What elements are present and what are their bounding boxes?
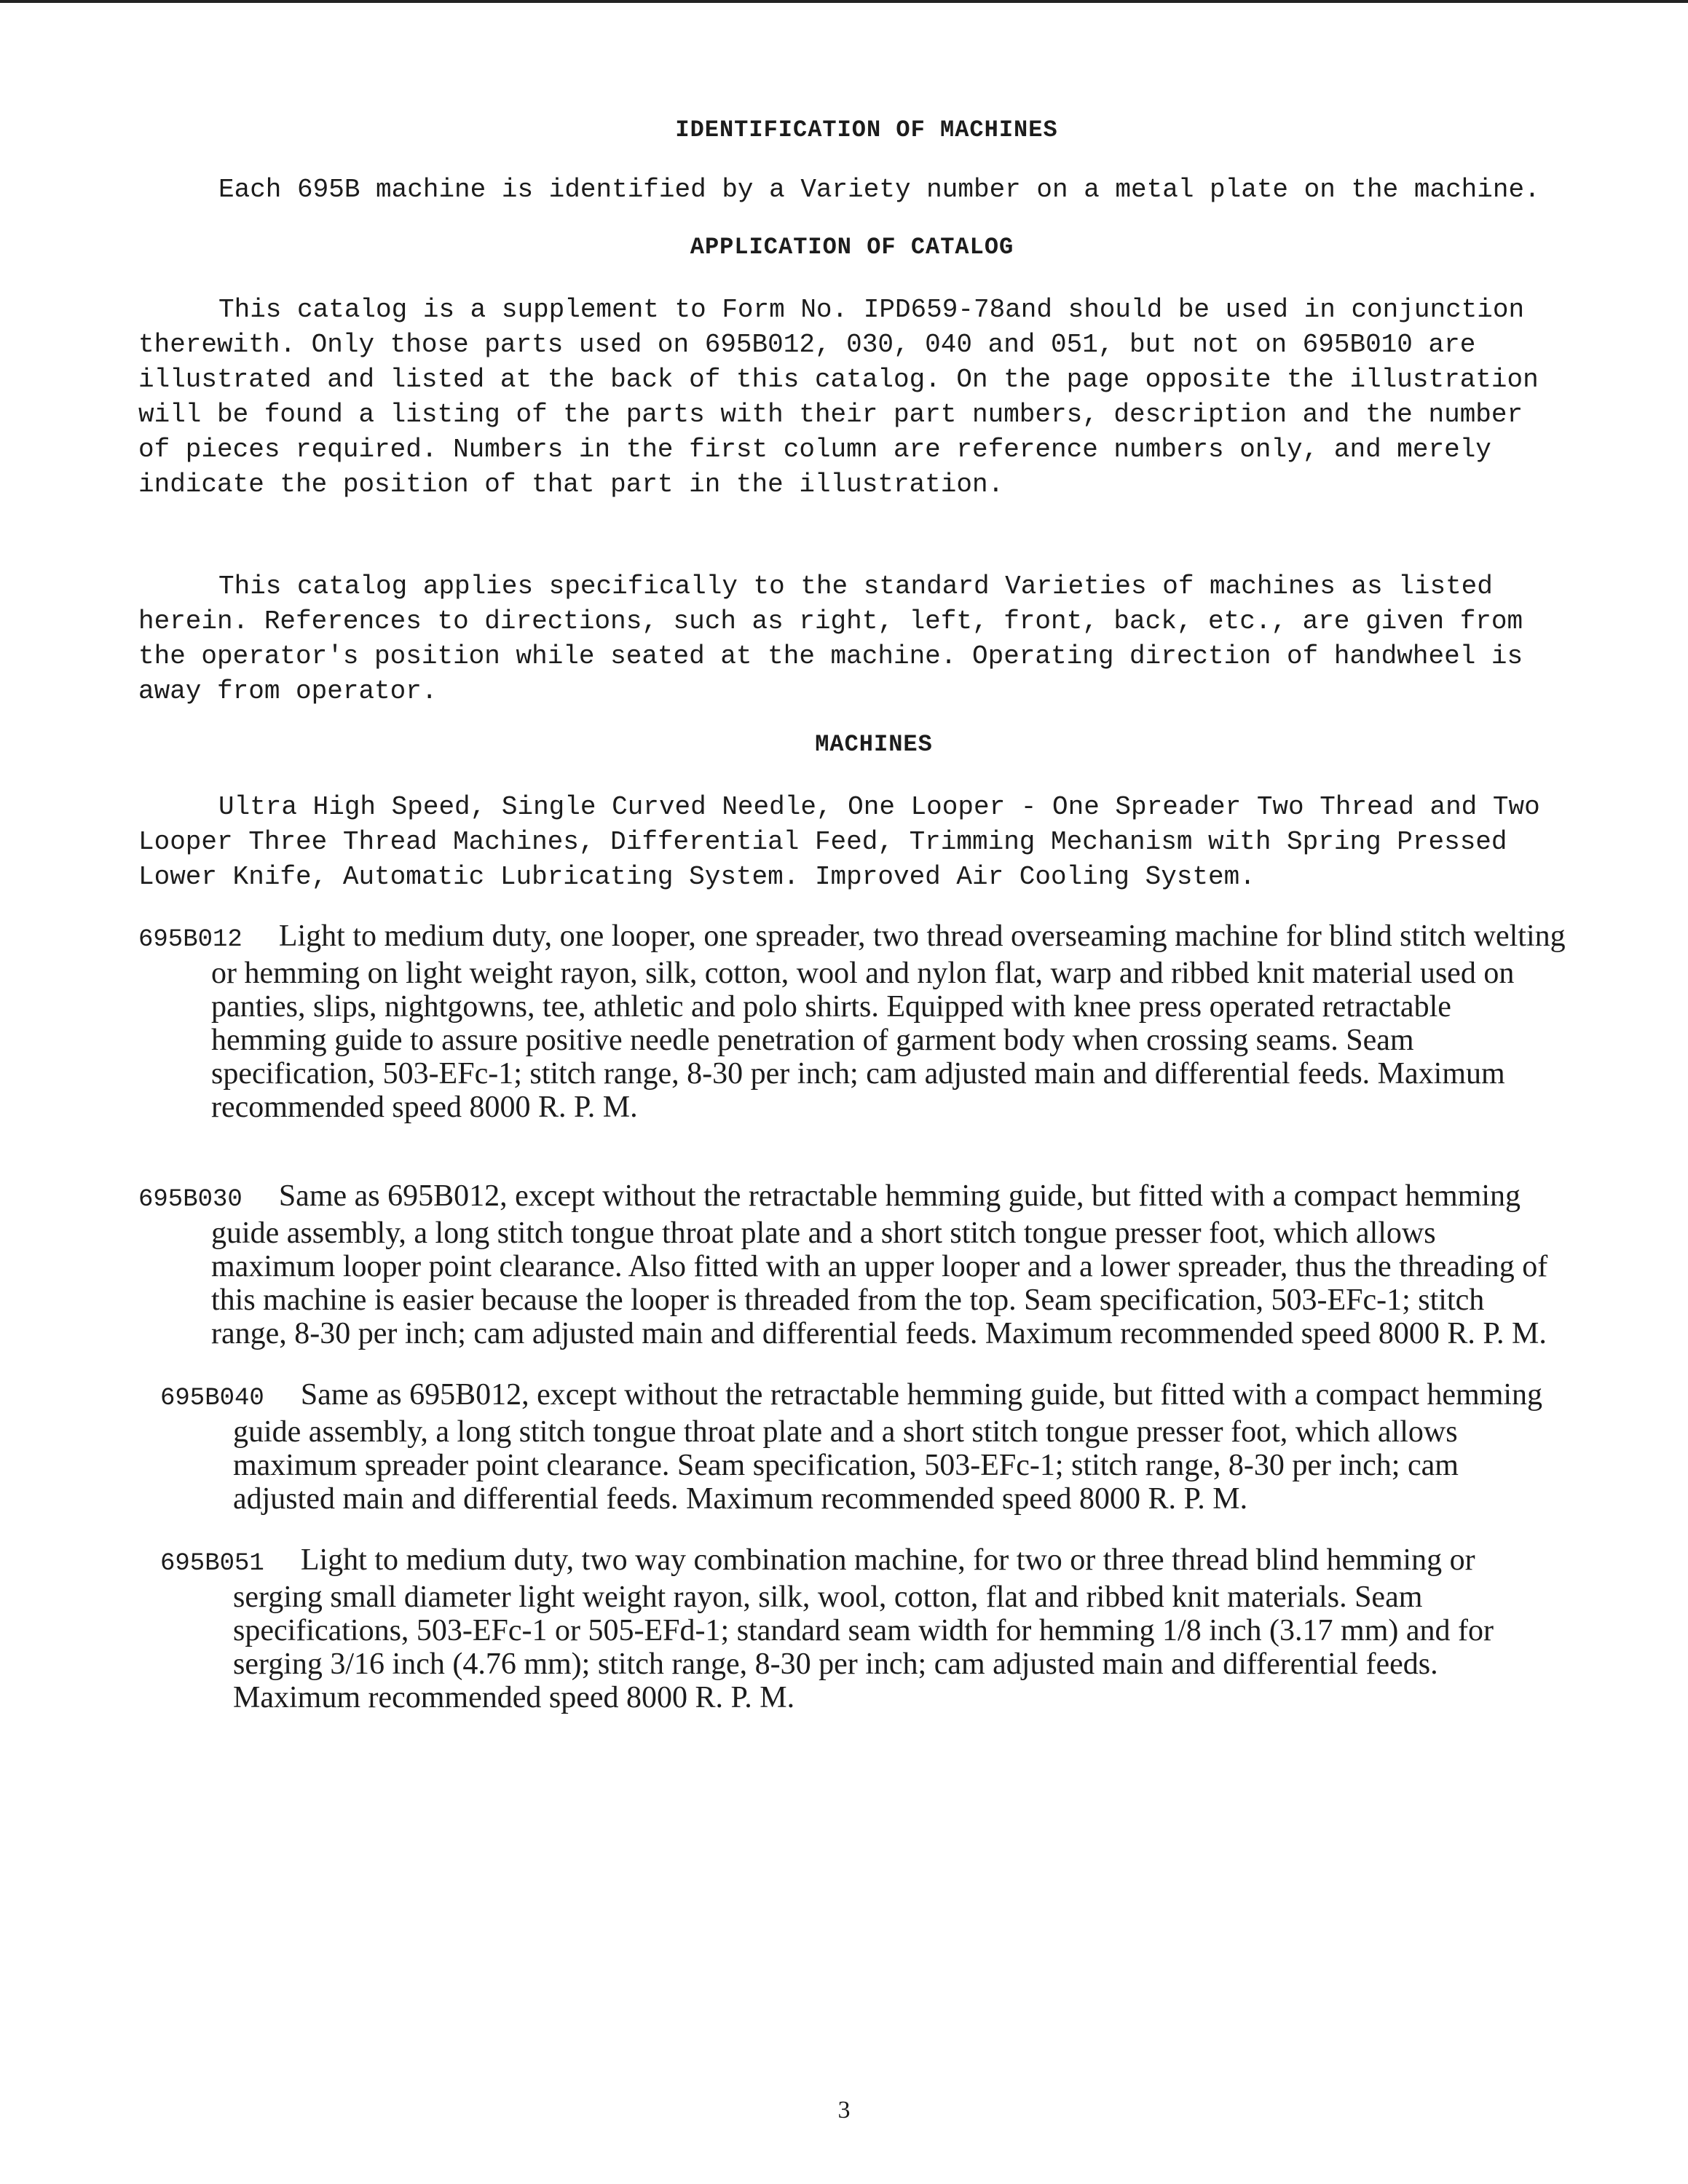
variety-description: Light to medium duty, one looper, one spreader, two thread overseaming machine for blind stitch welting or hemming on light weight rayon, silk, cotton, wool and nylon flat, warp and ribbed knit material used on panties, slips, nightgowns, tee, athletic and polo shirts. Equipped with knee press operated retractable hemming guide to assure positive needle penetration of garment body when crossing seams. Seam specification, 503-EFc-1; stitch range, 8-30 per inch; cam adjusted main and differential feeds. Maximum recommended speed 8000 R. P. M.	[211, 919, 1566, 1124]
identification-text: Each 695B machine is identified by a Variety number on a metal plate on the machine.	[218, 175, 1540, 205]
machines-intro: Ultra High Speed, Single Curved Needle, One Looper - One Spreader Two Thread and Two Looper Three Thread Machines, Differential Feed, Trimming Mechanism with Spring Pressed Lower Knife, Automatic Lubricating System. Improved Air Cooling System.	[138, 792, 1540, 892]
variety-description: Same as 695B012, except without the retractable hemming guide, but fitted with a compact hemming guide assembly, a long stitch tongue throat plate and a short stitch tongue presser foot, which allows maximum looper point clearance. Also fitted with an upper looper and a lower spreader, thus the threading of this machine is easier because the looper is threaded from the top. Seam specification, 503-EFc-1; stitch range, 8-30 per inch; cam adjusted main and differential feeds. Maximum recommended speed 8000 R. P. M.	[211, 1179, 1548, 1350]
variety-description: Light to medium duty, two way combination machine, for two or three thread blind hemming or serging small diameter light weight rayon, silk, wool, cotton, flat and ribbed knit materials. Seam specifications, 503-EFc-1 or 505-EFd-1; standard seam width for hemming 1/8 inch (3.17 mm) and for serging 3/16 inch (4.76 mm); stitch range, 8-30 per inch; cam adjusted main and differential feeds. Maximum recommended speed 8000 R. P. M.	[233, 1543, 1494, 1714]
identification-heading: IDENTIFICATION OF MACHINES	[675, 116, 1058, 143]
application-heading: APPLICATION OF CATALOG	[690, 234, 1014, 261]
variety-695b051	[160, 1543, 1566, 1714]
variety-code: 695B040	[160, 1385, 264, 1412]
variety-code: 695B051	[160, 1550, 264, 1578]
variety-code: 695B030	[138, 1186, 242, 1214]
application-paragraph-1: This catalog is a supplement to Form No. IPD659-78and should be used in conjunction therewith. Only those parts used on 695B012, 030, 040 and 051, but not on 695B010 are illustrated and listed at the back of this catalog. On the page opposite the illustration will be found a listing of the parts with their part numbers, description and the number of pieces required. Numbers in the first column are reference numbers only, and merely indicate the position of that part in the illustration.	[138, 295, 1539, 499]
variety-description: Same as 695B012, except without the retractable hemming guide, but fitted with a compact hemming guide assembly, a long stitch tongue throat plate and a short stitch tongue presser foot, which allows maximum spreader point clearance. Seam specification, 503-EFc-1; stitch range, 8-30 per inch; cam adjusted main and differential feeds. Maximum recommended speed 8000 R. P. M.	[233, 1378, 1543, 1516]
variety-695b040	[160, 1378, 1566, 1516]
machines-heading: MACHINES	[815, 731, 933, 758]
application-paragraph-2: This catalog applies specifically to the standard Varieties of machines as listed herein. References to directions, such as right, left, front, back, etc., are given from the operator's position while seated at the machine. Operating direction of handwheel is away from operator.	[138, 571, 1523, 706]
top-border-rule	[0, 0, 1688, 3]
variety-695b012	[138, 919, 1566, 1124]
catalog-page	[138, 116, 1566, 1714]
variety-code: 695B012	[138, 926, 242, 954]
page-number: 3	[837, 2097, 851, 2124]
variety-695b030	[138, 1179, 1566, 1350]
